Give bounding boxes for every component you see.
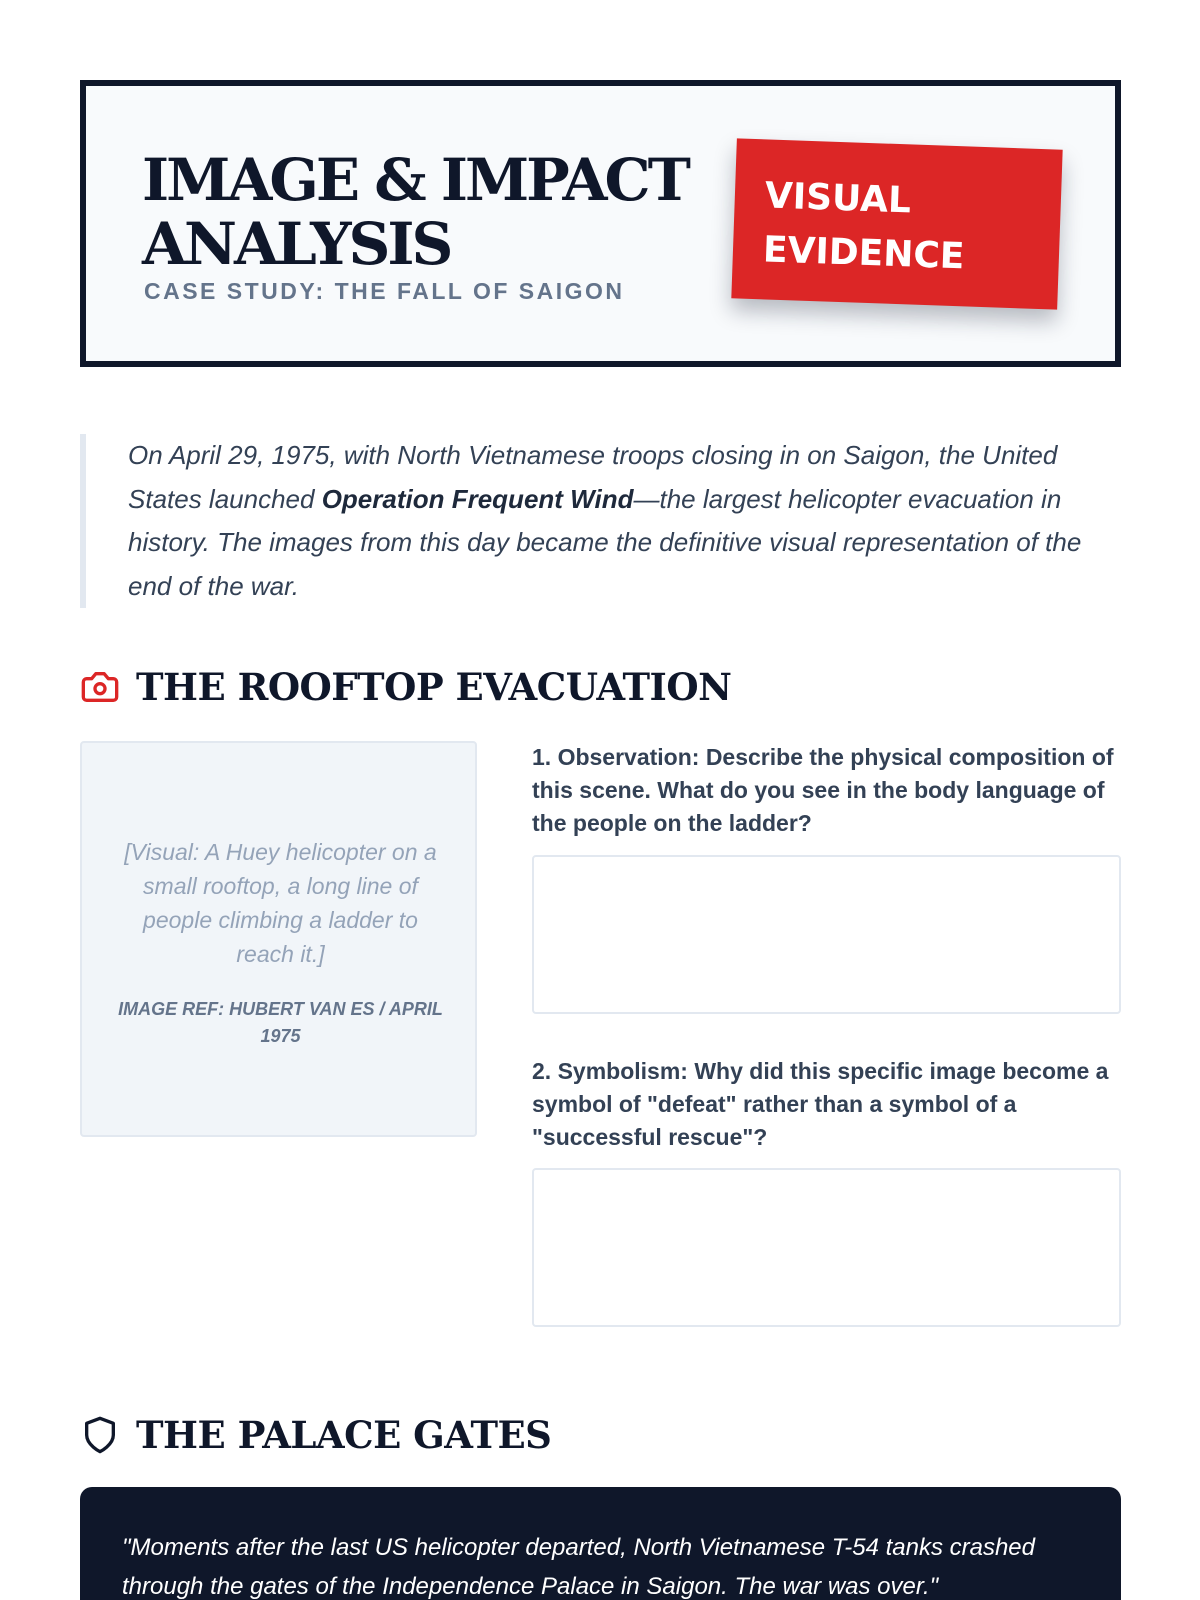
palace-quote-card: [80, 1487, 1121, 1600]
shield-icon: [80, 1415, 120, 1455]
page-title-line2: ANALYSIS: [142, 210, 451, 278]
intro-text-after: —the largest helicopter evacuation in history. The images from this day became the definitive visual representation of the end of the war.: [128, 483, 1082, 601]
palace-quote: "Moments after the last US helicopter departed, North Vietnamese T-54 tanks crashed through the gates of the Independence Palace in Saigon. The war was over.": [122, 1534, 1035, 1600]
stamp-line2: EVIDENCE: [762, 229, 966, 278]
page-title: [142, 148, 702, 276]
image-description: [Visual: A Huey helicopter on a small rooftop, a long line of people climbing a ladder to reach it.]: [124, 839, 437, 967]
header-card: [80, 80, 1121, 367]
section-palace-heading: [80, 1413, 551, 1457]
intro-emphasis: Operation Frequent Wind: [321, 483, 634, 514]
image-reference: IMAGE REF: HUBERT VAN ES / APRIL 1975: [118, 999, 443, 1046]
section-rooftop-title: THE ROOFTOP EVACUATION: [136, 665, 732, 709]
intro-paragraph: [80, 434, 1121, 608]
answer-box-symbolism[interactable]: [532, 1168, 1121, 1327]
visual-evidence-stamp: [731, 138, 1062, 309]
answer-box-observation[interactable]: [532, 855, 1121, 1014]
question-symbolism: 2. Symbolism: Why did this specific image become a symbol of "defeat" rather than a symbol of a "successful rescue"?: [532, 1058, 1109, 1150]
intro-text-before: On April 29, 1975, with North Vietnamese troops closing in on Saigon, the United States launched: [128, 440, 1058, 514]
image-placeholder: [80, 741, 477, 1137]
stamp-line1: VISUAL: [764, 175, 912, 222]
section-palace-title: THE PALACE GATES: [136, 1413, 552, 1457]
section-rooftop-heading: [80, 665, 731, 709]
question-observation: 1. Observation: Describe the physical composition of this scene. What do you see in the body language of the people on the ladder?: [532, 744, 1114, 836]
camera-icon: [80, 667, 120, 707]
page-title-line1: IMAGE & IMPACT: [142, 146, 688, 214]
page-subtitle: CASE STUDY: THE FALL OF SAIGON: [144, 278, 625, 304]
